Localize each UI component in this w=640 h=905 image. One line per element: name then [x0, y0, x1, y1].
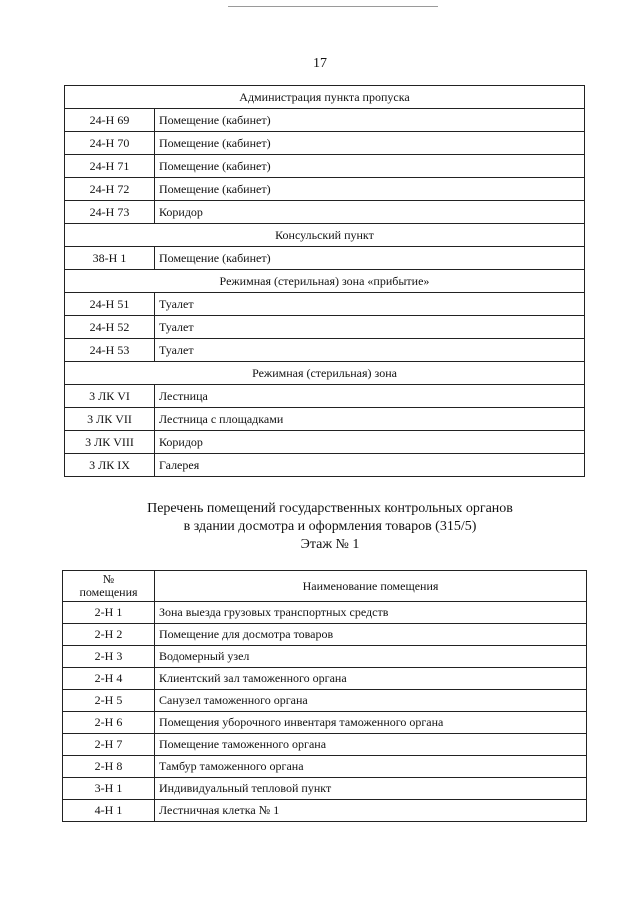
- room-name-cell: Водомерный узел: [155, 646, 587, 668]
- table-row: [63, 690, 587, 712]
- table-row: [63, 756, 587, 778]
- room-number-cell: 24-Н 53: [65, 339, 155, 362]
- table-row: [63, 734, 587, 756]
- table-row: [65, 178, 585, 201]
- heading-line-3: Этаж № 1: [300, 537, 360, 552]
- room-number-header-symbol: №: [102, 572, 115, 586]
- table-row: [65, 454, 585, 477]
- room-name-cell: Лестничная клетка № 1: [155, 800, 587, 822]
- room-name-cell: Лестница с площадками: [155, 408, 585, 431]
- table-row: [63, 778, 587, 800]
- section-title: Консульский пункт: [65, 224, 585, 247]
- table-row: [65, 385, 585, 408]
- room-name-cell: Санузел таможенного органа: [155, 690, 587, 712]
- room-number-cell: 2-Н 2: [63, 624, 155, 646]
- table-row: [65, 201, 585, 224]
- table-row: [63, 800, 587, 822]
- room-number-cell: 2-Н 7: [63, 734, 155, 756]
- section-row: [65, 362, 585, 385]
- room-number-cell: 24-Н 72: [65, 178, 155, 201]
- table-row: [65, 316, 585, 339]
- room-name-cell: Галерея: [155, 454, 585, 477]
- room-name-cell: Помещение (кабинет): [155, 155, 585, 178]
- room-number-cell: 24-Н 73: [65, 201, 155, 224]
- room-name-cell: Туалет: [155, 293, 585, 316]
- table-row: [65, 408, 585, 431]
- room-name-cell: Помещение (кабинет): [155, 109, 585, 132]
- room-number-cell: 24-Н 69: [65, 109, 155, 132]
- room-number-cell: 3 ЛК VI: [65, 385, 155, 408]
- room-number-cell: 2-Н 3: [63, 646, 155, 668]
- room-number-cell: 3 ЛК VIII: [65, 431, 155, 454]
- floor-1-rooms-table-body: [63, 602, 587, 822]
- room-name-cell: Зона выезда грузовых транспортных средств: [155, 602, 587, 624]
- room-number-cell: 2-Н 6: [63, 712, 155, 734]
- section-title: Администрация пункта пропуска: [65, 86, 585, 109]
- section-row: [65, 86, 585, 109]
- room-name-cell: Туалет: [155, 339, 585, 362]
- room-number-cell: 24-Н 51: [65, 293, 155, 316]
- room-number-cell: 2-Н 1: [63, 602, 155, 624]
- room-number-cell: 3-Н 1: [63, 778, 155, 800]
- room-number-cell: 3 ЛК IX: [65, 454, 155, 477]
- table-row: [63, 624, 587, 646]
- room-number-cell: 4-Н 1: [63, 800, 155, 822]
- table-row: [65, 247, 585, 270]
- room-number-cell: 2-Н 5: [63, 690, 155, 712]
- room-name-cell: Помещение таможенного органа: [155, 734, 587, 756]
- room-name-cell: Индивидуальный тепловой пункт: [155, 778, 587, 800]
- room-name-header: Наименование помещения: [155, 571, 587, 602]
- room-name-cell: Помещения уборочного инвентаря таможенного органа: [155, 712, 587, 734]
- room-name-cell: Помещение (кабинет): [155, 247, 585, 270]
- page-number: 17: [313, 56, 327, 71]
- section-title: Режимная (стерильная) зона: [65, 362, 585, 385]
- room-name-cell: Коридор: [155, 201, 585, 224]
- room-name-cell: Помещение (кабинет): [155, 178, 585, 201]
- room-number-cell: 2-Н 8: [63, 756, 155, 778]
- table-row: [65, 339, 585, 362]
- room-number-cell: 38-Н 1: [65, 247, 155, 270]
- room-number-cell: 3 ЛК VII: [65, 408, 155, 431]
- room-name-cell: Клиентский зал таможенного органа: [155, 668, 587, 690]
- table-row: [65, 155, 585, 178]
- section-heading: [0, 500, 640, 554]
- section-title: Режимная (стерильная) зона «прибытие»: [65, 270, 585, 293]
- table-row: [65, 109, 585, 132]
- room-name-cell: Туалет: [155, 316, 585, 339]
- table-row: [63, 602, 587, 624]
- room-name-cell: Помещение для досмотра товаров: [155, 624, 587, 646]
- table-header-row: [63, 571, 587, 602]
- table-row: [65, 431, 585, 454]
- table-row: [63, 712, 587, 734]
- room-number-cell: 24-Н 71: [65, 155, 155, 178]
- top-rule: [228, 6, 438, 7]
- heading-line-1: Перечень помещений государственных контрольных органов: [147, 501, 513, 516]
- table-row: [63, 646, 587, 668]
- table-row: [65, 293, 585, 316]
- table-row: [63, 668, 587, 690]
- section-row: [65, 270, 585, 293]
- room-number-cell: 2-Н 4: [63, 668, 155, 690]
- room-name-cell: Тамбур таможенного органа: [155, 756, 587, 778]
- room-number-header: [63, 571, 155, 602]
- room-number-header-label: помещения: [79, 585, 138, 599]
- room-number-cell: 24-Н 70: [65, 132, 155, 155]
- room-name-cell: Коридор: [155, 431, 585, 454]
- room-name-cell: Помещение (кабинет): [155, 132, 585, 155]
- rooms-table-body: [65, 86, 585, 477]
- room-name-cell: Лестница: [155, 385, 585, 408]
- section-row: [65, 224, 585, 247]
- room-number-cell: 24-Н 52: [65, 316, 155, 339]
- table-row: [65, 132, 585, 155]
- floor-1-rooms-table: [62, 570, 587, 822]
- rooms-table-continued: [64, 85, 585, 477]
- heading-line-2: в здании досмотра и оформления товаров (315/5): [183, 519, 477, 534]
